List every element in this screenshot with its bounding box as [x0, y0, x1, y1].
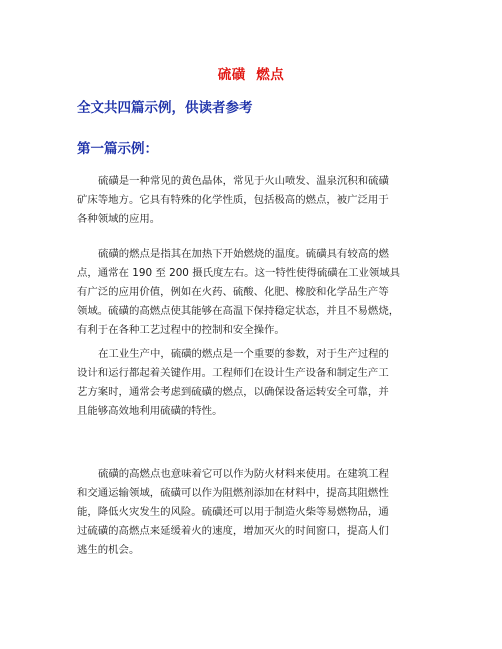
paragraph-4 [77, 465, 427, 560]
paragraph-line: 矿床等地方。它具有特殊的化学性质，包括极高的燃点，被广泛用于 [77, 194, 389, 206]
paragraph-line: 过硫磺的高燃点来延缓着火的速度，增加灭火的时间窗口，提高人们 [77, 525, 389, 537]
paragraph-line: 艺方案时，通常会考虑到硫磺的燃点，以确保设备运转安全可靠，并 [77, 386, 389, 398]
paragraph-line: 有利于在各种工艺过程中的控制和安全操作。 [77, 324, 285, 336]
section-heading: 第一篇示例： [77, 141, 158, 157]
paragraph-3 [77, 345, 427, 421]
paragraph-line: 和交通运输领域，硫磺可以作为阻燃剂添加在材料中，提高其阻燃性 [77, 487, 389, 499]
paragraph-1 [77, 172, 427, 229]
paragraph-line: 且能够高效地利用硫磺的特性。 [77, 405, 223, 417]
paragraph-line: 有广泛的应用价值，例如在火药、硫酸、化肥、橡胶和化学品生产等 [77, 286, 389, 298]
paragraph-line: 硫磺是一种常见的黄色晶体，常见于火山喷发、温泉沉积和硫磺 [98, 175, 389, 187]
paragraph-line: 能，降低火灾发生的风险。硫磺还可以用于制造火柴等易燃物品，通 [77, 506, 389, 518]
paragraph-line: 逃生的机会。 [77, 544, 140, 556]
paragraph-line: 硫磺的燃点是指其在加热下开始燃烧的温度。硫磺具有较高的燃 [98, 248, 389, 260]
document-subtitle: 全文共四篇示例，供读者参考 [77, 100, 253, 116]
paragraph-line: 硫磺的高燃点也意味着它可以作为防火材料来使用。在建筑工程 [98, 468, 389, 480]
paragraph-line: 设计和运行都起着关键作用。工程师们在设计生产设备和制定生产工 [77, 367, 389, 379]
document-title: 硫磺 燃点 [217, 67, 285, 83]
paragraph-2 [77, 245, 427, 340]
paragraph-line: 点，通常在 190 至 200 摄氏度左右。这一特性使得硫磺在工业领域具 [77, 267, 401, 279]
paragraph-line: 各种领域的应用。 [77, 213, 161, 225]
paragraph-line: 领域。硫磺的高燃点使其能够在高温下保持稳定状态，并且不易燃烧， [77, 305, 400, 317]
paragraph-line: 在工业生产中，硫磺的燃点是一个重要的参数，对于生产过程的 [98, 348, 389, 360]
